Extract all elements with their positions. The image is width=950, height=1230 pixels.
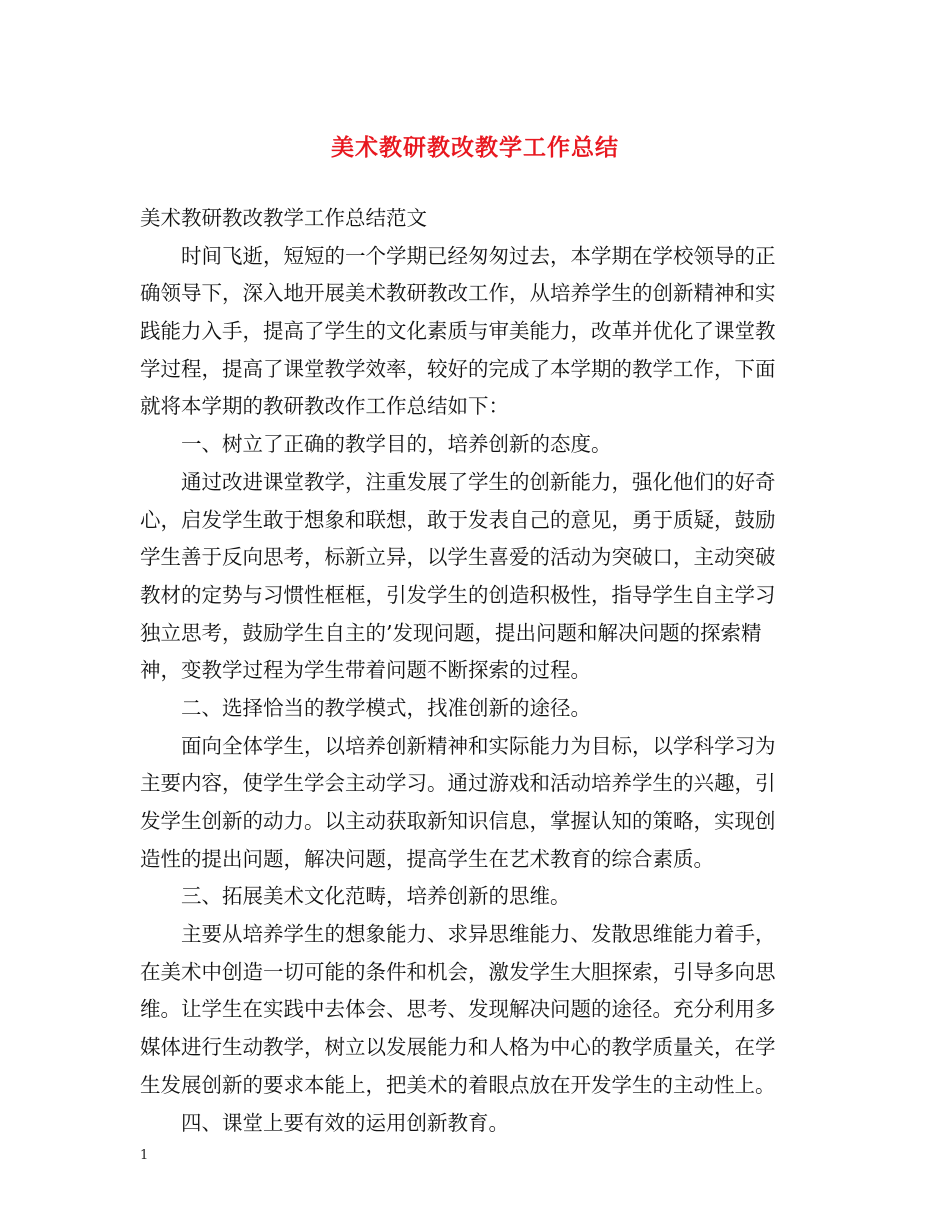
paragraph-line: 四、课堂上要有效的运用创新教育。 <box>181 1110 509 1135</box>
paragraph-line: 三、拓展美术文化范畴，培养创新的思维。 <box>181 884 571 909</box>
paragraph-line: 就将本学期的教研教改作工作总结如下： <box>140 394 509 419</box>
paragraph-line: 二、选择恰当的教学模式，找准创新的途径。 <box>181 695 591 720</box>
paragraph-line: 主要内容，使学生学会主动学习。通过游戏和活动培养学生的兴趣，引 <box>140 771 776 796</box>
paragraph-line: 在美术中创造一切可能的条件和机会，激发学生大胆探索，引导多向思 <box>140 959 776 984</box>
paragraph-line: 维。让学生在实践中去体会、思考、发现解决问题的途径。充分利用多 <box>140 997 776 1022</box>
document-body <box>140 200 812 1142</box>
paragraph-line: 时间飞逝，短短的一个学期已经匆匆过去，本学期在学校领导的正 <box>181 243 776 268</box>
paragraph-line: 确领导下，深入地开展美术教研教改工作，从培养学生的创新精神和实 <box>140 281 776 306</box>
paragraph-line: 发学生创新的动力。以主动获取新知识信息，掌握认知的策略，实现创 <box>140 809 776 833</box>
paragraph-line: 一、树立了正确的教学目的，培养创新的态度。 <box>181 432 612 457</box>
document-title: 美术教研教改教学工作总结 <box>331 134 619 161</box>
paragraph-line: 造性的提出问题，解决问题，提高学生在艺术教育的综合素质。 <box>140 846 714 871</box>
paragraph-line: 媒体进行生动教学，树立以发展能力和人格为中心的教学质量关，在学 <box>140 1035 776 1060</box>
paragraph-line: 独立思考，鼓励学生自主的’发现问题，提出问题和解决问题的探索精 <box>140 620 762 645</box>
paragraph-line: 心，启发学生敢于想象和联想，敢于发表自己的意见，勇于质疑，鼓励 <box>140 507 776 532</box>
paragraph-line: 神，变教学过程为学生带着问题不断探索的过程。 <box>140 658 591 683</box>
paragraph-line: 主要从培养学生的想象能力、求异思维能力、发散思维能力着手， <box>181 922 776 947</box>
page-number: 1 <box>140 1148 149 1163</box>
paragraph-line: 生发展创新的要求本能上，把美术的着眼点放在开发学生的主动性上。 <box>140 1072 776 1097</box>
paragraph-line: 面向全体学生，以培养创新精神和实际能力为目标，以学科学习为 <box>181 733 776 758</box>
paragraph-line: 学过程，提高了课堂教学效率，较好的完成了本学期的教学工作，下面 <box>140 356 776 381</box>
paragraph-line: 践能力入手，提高了学生的文化素质与审美能力，改革并优化了课堂教 <box>140 319 776 344</box>
paragraph-line: 美术教研教改教学工作总结范文 <box>140 206 427 230</box>
paragraph-line: 学生善于反向思考，标新立异，以学生喜爱的活动为突破口，主动突破 <box>140 545 776 570</box>
paragraph-line: 通过改进课堂教学，注重发展了学生的创新能力，强化他们的好奇 <box>181 469 776 494</box>
paragraph-line: 教材的定势与习惯性框框，引发学生的创造积极性，指导学生自主学习 <box>140 582 776 607</box>
